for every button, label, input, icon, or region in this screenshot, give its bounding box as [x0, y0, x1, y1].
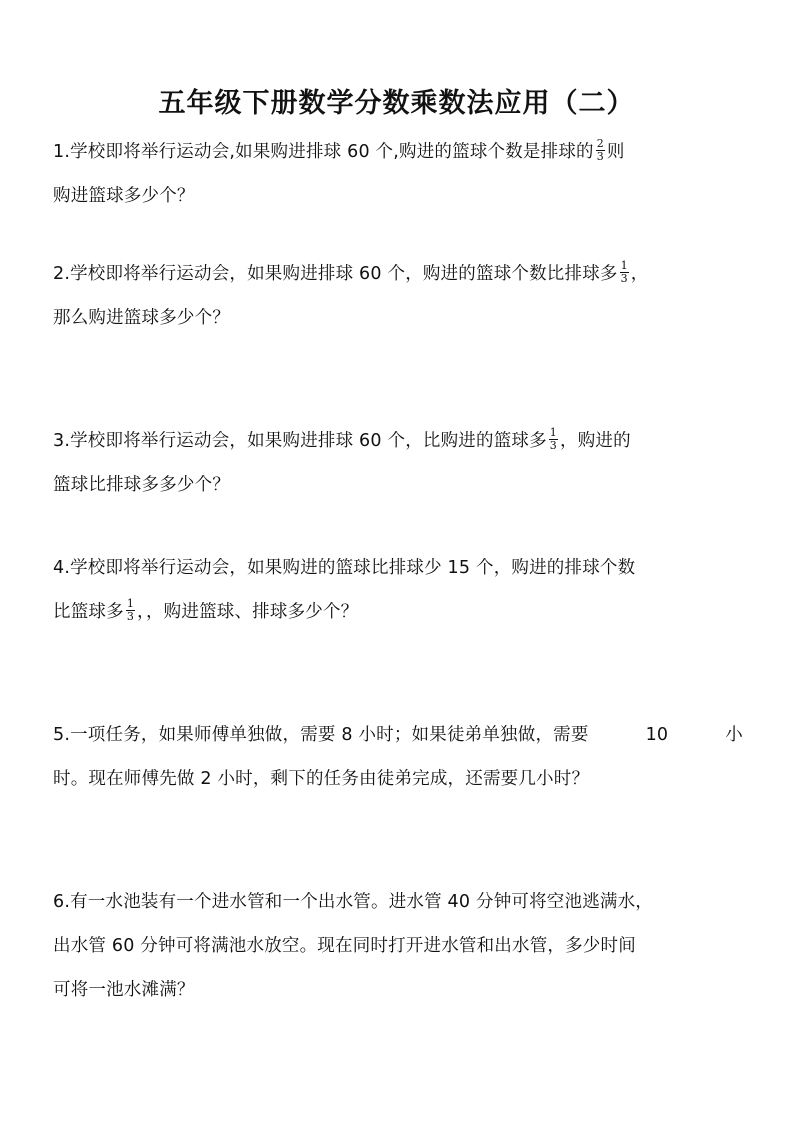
question-1-line-2: 购进篮球多少个？ [53, 186, 195, 206]
question-3 [53, 419, 743, 507]
fraction-two-thirds [596, 138, 605, 163]
question-4 [53, 546, 743, 634]
question-2-line-1 [53, 252, 743, 296]
question-1-text-a: 1.学校即将举行运动会,如果购进排球 60 个,购进的篮球个数是排球的 [53, 142, 594, 162]
fraction-numerator: 1 [549, 425, 557, 439]
question-5 [53, 713, 743, 801]
question-5-text-c: 小 [725, 725, 743, 745]
question-5-line-1 [53, 713, 743, 757]
question-2-text-a: 2.学校即将举行运动会，如果购进排球 60 个，购进的篮球个数比排球多 [53, 264, 618, 284]
question-5-line-2: 时。现在师傅先做 2 小时，剩下的任务由徒弟完成，还需要几小时？ [53, 769, 590, 789]
question-1-text-b: 则 [606, 142, 625, 162]
question-4-text-a: 比篮球多 [53, 602, 124, 622]
question-2-line-2: 那么购进篮球多少个？ [53, 308, 230, 328]
question-6-line-1: 6.有一水池装有一个进水管和一个出水管。进水管 40 分钟可将空池逃满水， [53, 892, 653, 912]
fraction-denominator: 3 [549, 438, 557, 452]
question-3-line-1 [53, 419, 743, 463]
question-5-text-b: 10 [645, 725, 669, 745]
question-5-text-a: 5.一项任务，如果师傅单独做，需要 8 小时；如果徒弟单独做，需要 [53, 725, 589, 745]
fraction-denominator: 3 [126, 609, 135, 623]
fraction-one-third [620, 260, 629, 285]
question-1 [53, 130, 743, 218]
fraction-numerator: 1 [620, 258, 628, 272]
fraction-denominator: 3 [620, 271, 628, 285]
page-title: 五年级下册数学分数乘数法应用（二） [158, 88, 635, 119]
fraction-one-third [126, 598, 135, 623]
question-3-text-b: ，购进的 [560, 431, 631, 451]
question-3-text-a: 3.学校即将举行运动会，如果购进排球 60 个，比购进的篮球多 [53, 431, 547, 451]
question-6-line-3: 可将一池水滩满？ [53, 980, 195, 1000]
question-6 [53, 880, 743, 1012]
question-4-line-1: 4.学校即将举行运动会，如果购进的篮球比排球少 15 个，购进的排球个数 [53, 558, 636, 578]
question-2-text-b: ， [630, 264, 649, 284]
fraction-numerator: 2 [596, 136, 604, 150]
question-1-line-1 [53, 130, 743, 174]
question-3-line-2: 篮球比排球多多少个？ [53, 475, 230, 495]
fraction-one-third [549, 427, 558, 452]
fraction-denominator: 3 [596, 149, 604, 163]
question-4-text-b: ，，购进篮球、排球多少个？ [137, 602, 359, 622]
question-4-line-2 [53, 590, 743, 634]
question-2 [53, 252, 743, 340]
fraction-numerator: 1 [126, 596, 135, 610]
question-6-line-2: 出水管 60 分钟可将满池水放空。现在同时打开进水管和出水管，多少时间 [53, 936, 636, 956]
